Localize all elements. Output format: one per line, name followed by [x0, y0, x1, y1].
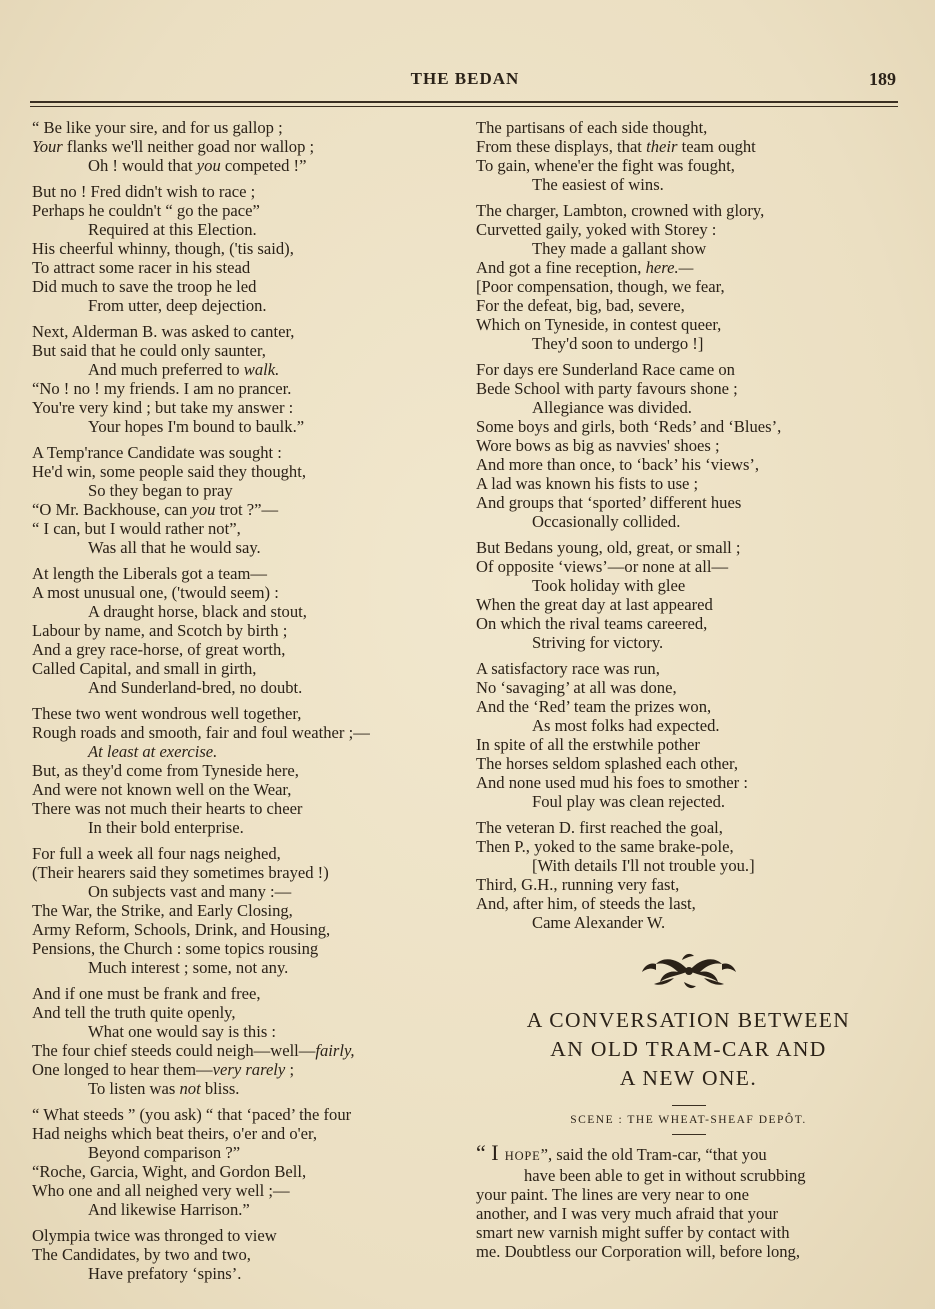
stanza — [32, 443, 462, 557]
verse-line: On subjects vast and many :— — [88, 882, 292, 901]
verse-line: The horses seldom splashed each other, — [476, 754, 738, 773]
stanza — [476, 360, 901, 531]
verse-line: Who one and all neighed very well ;— — [32, 1181, 290, 1200]
verse-line: These two went wondrous well together, — [32, 704, 302, 723]
stanza — [32, 1105, 462, 1219]
verse-line: The veteran D. first reached the goal, — [476, 818, 723, 837]
verse-line: So they began to pray — [88, 481, 233, 500]
stanza — [32, 182, 462, 315]
verse-line: From utter, deep dejection. — [88, 296, 267, 315]
verse-line: Rough roads and smooth, fair and foul weather ;— — [32, 723, 370, 742]
verse-text: Oh ! would that — [88, 156, 193, 175]
verse-line — [32, 1079, 462, 1098]
italic-word: Your — [32, 137, 63, 156]
verse-text: flanks we'll neither goad nor wallop ; — [66, 137, 315, 156]
verse-line: The charger, Lambton, crowned with glory, — [476, 201, 765, 220]
stanza — [32, 984, 462, 1098]
verse-line: Curvetted gaily, yoked with Storey : — [476, 220, 717, 239]
verse-text: ; — [289, 1060, 295, 1079]
verse-line: For days ere Sunderland Race came on — [476, 360, 735, 379]
verse-line: In spite of all the erstwhile pother — [476, 735, 700, 754]
stanza — [476, 118, 901, 194]
verse-text: competed !” — [224, 156, 307, 175]
verse-line: But no ! Fred didn't wish to race ; — [32, 182, 256, 201]
verse-line: Then P., yoked to the same brake-pole, — [476, 837, 734, 856]
verse-line: [Poor compensation, though, we fear, — [476, 277, 725, 296]
verse-line — [32, 156, 462, 175]
verse-line: And the ‘Red’ team the prizes won, — [476, 697, 712, 716]
prose-first-line — [476, 1140, 901, 1166]
verse-line: They made a gallant show — [532, 239, 707, 258]
verse-line: Was all that he would say. — [88, 538, 261, 557]
verse-line: At length the Liberals got a team— — [32, 564, 268, 583]
verse-text: To listen was — [88, 1079, 176, 1098]
verse-text: From these displays, that — [476, 137, 642, 156]
verse-text: team ought — [681, 137, 756, 156]
verse-line: Pensions, the Church : some topics rousing — [32, 939, 319, 958]
header-rule-thin — [30, 106, 898, 107]
verse-line: And were not known well on the Wear, — [32, 780, 292, 799]
verse-line: Had neighs which beat theirs, o'er and o'er, — [32, 1124, 318, 1143]
verse-line: Called Capital, and small in girth, — [32, 659, 257, 678]
verse-line: Which on Tyneside, in contest queer, — [476, 315, 722, 334]
article-body — [476, 1140, 901, 1261]
verse-line: They'd soon to undergo !] — [532, 334, 704, 353]
stanza — [476, 538, 901, 652]
verse-line: On which the rival teams careered, — [476, 614, 708, 633]
verse-line: And if one must be frank and free, — [32, 984, 261, 1003]
title-divider — [672, 1105, 706, 1106]
verse-line: No ‘savaging’ at all was done, — [476, 678, 677, 697]
article-title-line: A NEW ONE. — [619, 1066, 758, 1090]
verse-line: What one would say is this : — [88, 1022, 277, 1041]
verse-text: trot ?”— — [219, 500, 279, 519]
verse-line: Occasionally collided. — [532, 512, 681, 531]
verse-line: And likewise Harrison.” — [88, 1200, 250, 1219]
stanza — [32, 704, 462, 837]
prose-line: have been able to get in without scrubbing — [524, 1166, 806, 1185]
header-rule — [30, 101, 898, 103]
verse-text: “O Mr. Backhouse, can — [32, 500, 188, 519]
italic-word: you — [191, 500, 216, 519]
verse-line: Allegiance was divided. — [532, 398, 692, 417]
verse-line — [32, 360, 462, 379]
verse-line — [476, 137, 901, 156]
verse-line: Wore bows as big as navvies' shoes ; — [476, 436, 720, 455]
left-column — [32, 118, 462, 1290]
verse-line — [32, 137, 462, 156]
verse-line: “ I can, but I would rather not”, — [32, 519, 241, 538]
stanza — [32, 564, 462, 697]
italic-word: walk. — [243, 360, 280, 379]
verse-line: And tell the truth quite openly, — [32, 1003, 236, 1022]
verse-line: Beyond comparison ?” — [88, 1143, 241, 1162]
verse-line: And, after him, of steeds the last, — [476, 894, 696, 913]
italic-word: fairly, — [315, 1041, 355, 1060]
verse-line: For full a week all four nags neighed, — [32, 844, 281, 863]
scene-divider — [672, 1134, 706, 1135]
verse-line: [With details I'll not trouble you.] — [532, 856, 755, 875]
stanza — [476, 818, 901, 932]
stanza — [32, 322, 462, 436]
verse-line: The easiest of wins. — [532, 175, 664, 194]
verse-line: At least at exercise. — [88, 742, 218, 761]
prose-text: ”, said the old Tram-car, “that you — [540, 1145, 767, 1164]
italic-word: you — [196, 156, 221, 175]
stanza — [476, 201, 901, 353]
verse-line: There was not much their hearts to cheer — [32, 799, 303, 818]
verse-line: And none used mud his foes to smother : — [476, 773, 748, 792]
verse-line: Your hopes I'm bound to baulk.” — [88, 417, 305, 436]
prose-line: smart new varnish might suffer by contact with — [476, 1223, 790, 1242]
italic-word: very rarely — [212, 1060, 286, 1079]
verse-line: “No ! no ! my friends. I am no prancer. — [32, 379, 292, 398]
verse-line: A draught horse, black and stout, — [88, 602, 307, 621]
prose-line: another, and I was very much afraid that your — [476, 1204, 779, 1223]
article-title-line: AN OLD TRAM-CAR AND — [550, 1037, 827, 1061]
verse-line: Army Reform, Schools, Drink, and Housing, — [32, 920, 331, 939]
leaf-ornament-icon — [476, 948, 901, 994]
verse-text: And much preferred to — [88, 360, 240, 379]
page-number: 189 — [869, 69, 896, 89]
verse-line — [32, 1041, 462, 1060]
prose-line: me. Doubtless our Corporation will, before long, — [476, 1242, 800, 1261]
verse-line: Olympia twice was thronged to view — [32, 1226, 277, 1245]
stanza — [476, 659, 901, 811]
verse-line: Labour by name, and Scotch by birth ; — [32, 621, 288, 640]
verse-text: And got a fine reception, — [476, 258, 642, 277]
verse-line: As most folks had expected. — [532, 716, 720, 735]
verse-line: Foul play was clean rejected. — [532, 792, 726, 811]
running-title: THE BEDAN — [410, 69, 520, 88]
italic-word: not — [179, 1079, 201, 1098]
verse-line: His cheerful whinny, though, ('tis said), — [32, 239, 294, 258]
verse-line: The partisans of each side thought, — [476, 118, 708, 137]
verse-line: Much interest ; some, not any. — [88, 958, 289, 977]
stanza — [32, 844, 462, 977]
verse-line: To attract some racer in his stead — [32, 258, 251, 277]
verse-line: To gain, whene'er the fight was fought, — [476, 156, 735, 175]
prose-line: your paint. The lines are very near to one — [476, 1185, 749, 1204]
verse-line: Came Alexander W. — [532, 913, 666, 932]
verse-line: And a grey race-horse, of great worth, — [32, 640, 286, 659]
verse-line — [32, 500, 462, 519]
verse-line: And more than once, to ‘back’ his ‘views’, — [476, 455, 760, 474]
page-header — [30, 62, 900, 92]
verse-line: The Candidates, by two and two, — [32, 1245, 251, 1264]
verse-line: Next, Alderman B. was asked to canter, — [32, 322, 295, 341]
verse-line: Took holiday with glee — [532, 576, 686, 595]
verse-line: “ What steeds ” (you ask) “ that ‘paced’ the four — [32, 1105, 352, 1124]
verse-line: In their bold enterprise. — [88, 818, 244, 837]
verse-line: Have prefatory ‘spins’. — [88, 1264, 242, 1283]
verse-line: A most unusual one, ('twould seem) : — [32, 583, 279, 602]
verse-line: But, as they'd come from Tyneside here, — [32, 761, 299, 780]
verse-line: But said that he could only saunter, — [32, 341, 266, 360]
verse-line: Some boys and girls, both ‘Reds’ and ‘Blues’, — [476, 417, 782, 436]
article-title — [476, 1006, 901, 1093]
verse-line: Bede School with party favours shone ; — [476, 379, 738, 398]
stanza — [32, 1226, 462, 1283]
verse-line: But Bedans young, old, great, or small ; — [476, 538, 741, 557]
verse-line: A Temp'rance Candidate was sought : — [32, 443, 282, 462]
verse-line: And groups that ‘sported’ different hues — [476, 493, 742, 512]
verse-line: Required at this Election. — [88, 220, 257, 239]
stanza — [32, 118, 462, 175]
drop-cap: “ I — [476, 1140, 499, 1165]
verse-line: (Their hearers said they sometimes brayed !) — [32, 863, 329, 882]
verse-line: Striving for victory. — [532, 633, 664, 652]
verse-line: “ Be like your sire, and for us gallop ; — [32, 118, 283, 137]
verse-line: “Roche, Garcia, Wight, and Gordon Bell, — [32, 1162, 307, 1181]
verse-line: A satisfactory race was run, — [476, 659, 660, 678]
first-word: HOPE — [504, 1149, 541, 1163]
verse-line: He'd win, some people said they thought, — [32, 462, 306, 481]
verse-line: Perhaps he couldn't “ go the pace” — [32, 201, 260, 220]
italic-word: here.— — [645, 258, 694, 277]
scene-line: SCENE : THE WHEAT-SHEAF DEPÔT. — [570, 1114, 807, 1126]
verse-line: You're very kind ; but take my answer : — [32, 398, 294, 417]
article-title-line: A CONVERSATION BETWEEN — [526, 1008, 851, 1032]
verse-text: bliss. — [204, 1079, 240, 1098]
italic-word: their — [646, 137, 678, 156]
verse-line: A lad was known his fists to use ; — [476, 474, 699, 493]
verse-line: Did much to save the troop he led — [32, 277, 257, 296]
verse-line: Third, G.H., running very fast, — [476, 875, 680, 894]
verse-line: Of opposite ‘views’—or none at all— — [476, 557, 729, 576]
verse-line: The War, the Strike, and Early Closing, — [32, 901, 293, 920]
verse-line: For the defeat, big, bad, severe, — [476, 296, 685, 315]
verse-text: One longed to hear them— — [32, 1060, 213, 1079]
verse-line — [476, 258, 901, 277]
verse-line — [32, 1060, 462, 1079]
right-column — [476, 118, 901, 1261]
verse-text: The four chief steeds could neigh—well— — [32, 1041, 316, 1060]
verse-line: When the great day at last appeared — [476, 595, 713, 614]
verse-line: And Sunderland-bred, no doubt. — [88, 678, 303, 697]
